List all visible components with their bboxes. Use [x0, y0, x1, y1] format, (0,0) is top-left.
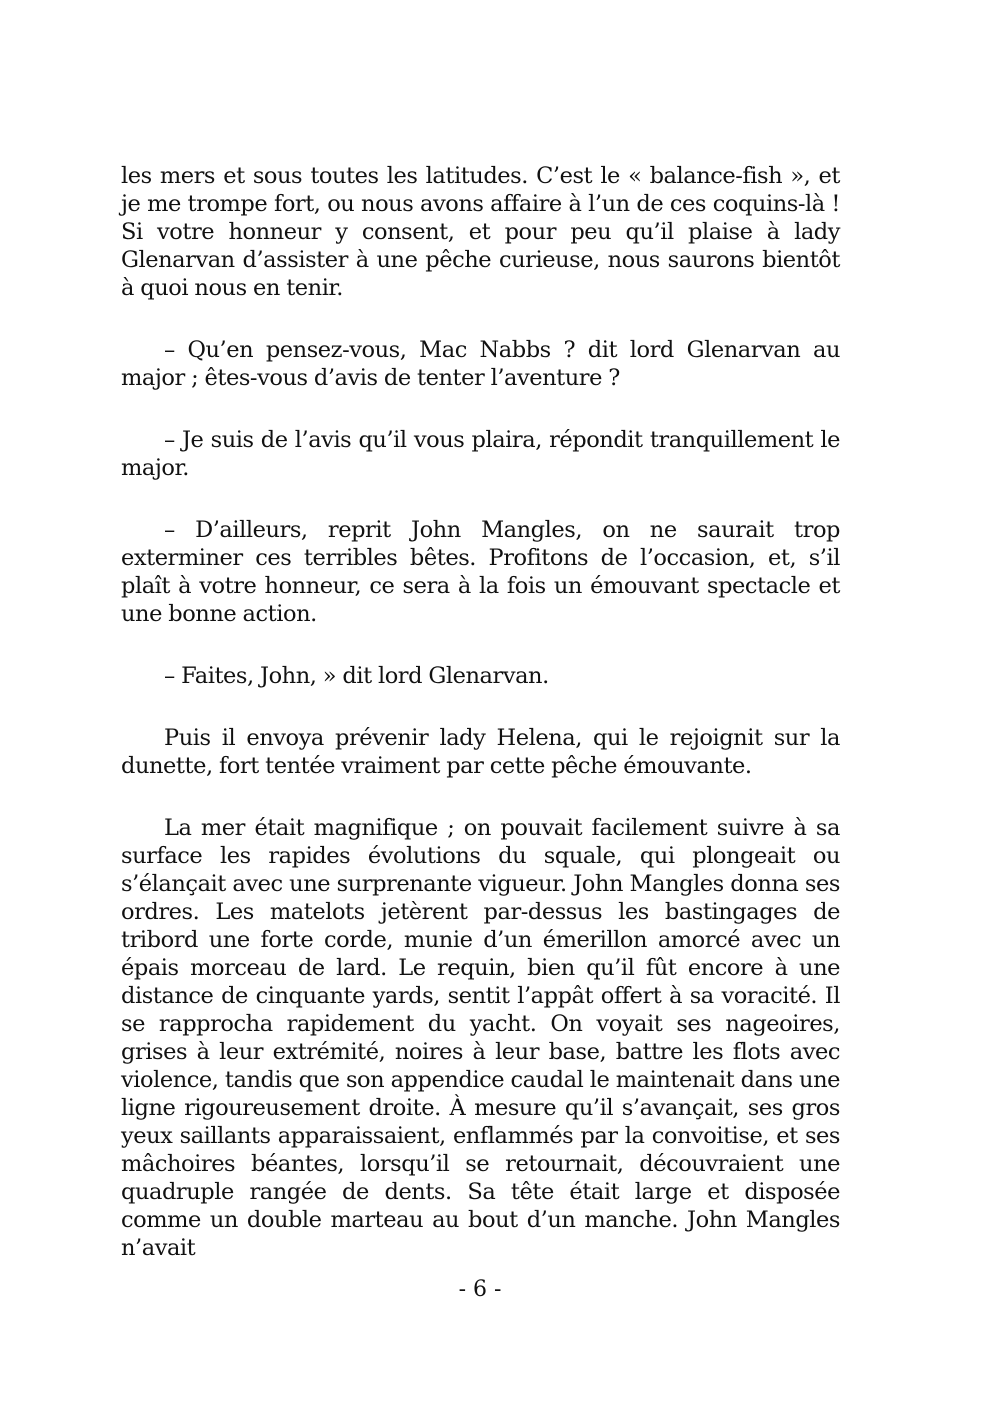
- paragraph-dialogue-faites: – Faites, John, » dit lord Glenarvan.: [164, 663, 549, 689]
- page-text: [121, 162, 840, 1262]
- page-number: - 6 -: [458, 1277, 502, 1302]
- paragraph-dialogue-mangles: – D’ailleurs, reprit John Mangles, on ne saurait trop exterminer ces terribles bêtes. Profitons de l’occasion, et, s’il plaît à votre honneur, ce sera à la fois un émouvant spectacle et une bonne action.: [121, 517, 840, 627]
- paragraph-shark-description: La mer était magnifique ; on pouvait facilement suivre à sa surface les rapides évolutions du squale, qui plongeait ou s’élançait avec une surprenante vigueur. John Mangles donna ses ordres. Les matelots jetèrent par-dessus les bastingages de tribord une forte corde, munie d’un émerillon amorcé avec un épais morceau de lard. Le requin, bien qu’il fût encore à une distance de cinquante yards, sentit l’appât offert à sa voracité. Il se rapprocha rapidement du yacht. On voyait ses nageoires, grises à leur extrémité, noires à leur base, battre les flots avec violence, tandis que son appendice caudal le maintenait dans une ligne rigoureusement droite. À mesure qu’il s’avançait, ses gros yeux saillants apparaissaient, enflammés par la convoitise, et ses mâchoires béantes, lorsqu’il se retournait, découvraient une quadruple rangée de dents. Sa tête était large et disposée comme un double marteau au bout d’un manche. John Mangles n’avait: [121, 815, 840, 1261]
- paragraph-dialogue-glenarvan: – Qu’en pensez-vous, Mac Nabbs ? dit lord Glenarvan au major ; êtes-vous d’avis de tenter l’aventure ?: [121, 337, 840, 391]
- paragraph-dialogue-major: – Je suis de l’avis qu’il vous plaira, répondit tranquillement le major.: [121, 427, 840, 481]
- paragraph-lady-helena: Puis il envoya prévenir lady Helena, qui le rejoignit sur la dunette, fort tentée vraiment par cette pêche émouvante.: [121, 725, 840, 779]
- paragraph-continuation: les mers et sous toutes les latitudes. C’est le « balance-fish », et je me trompe fort, ou nous avons affaire à l’un de ces coquins-là ! Si votre honneur y consent, et pour peu qu’il plaise à lady Glenarvan d’assister à une pêche curieuse, nous saurons bientôt à quoi nous en tenir.: [121, 163, 840, 301]
